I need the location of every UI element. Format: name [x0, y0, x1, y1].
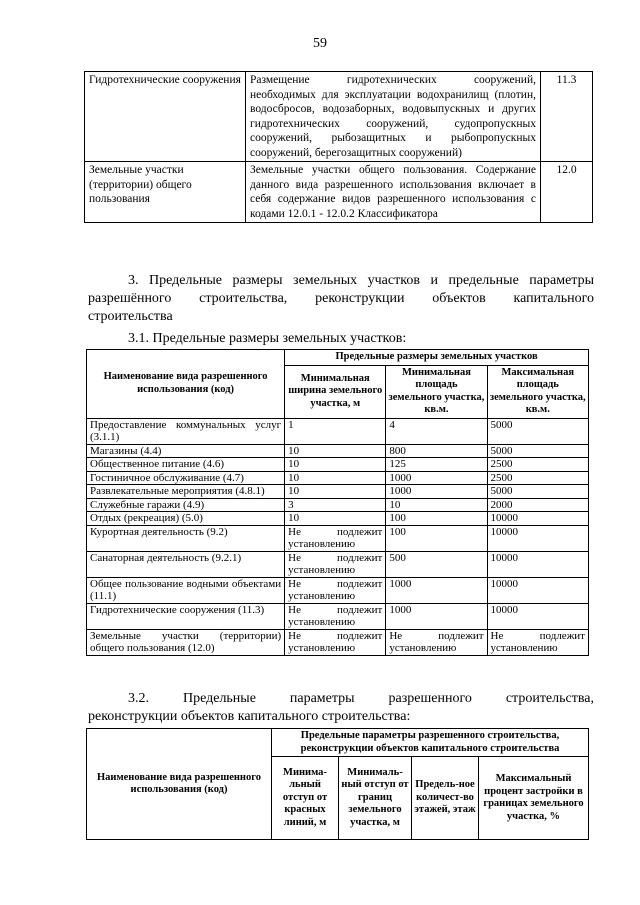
table-cell-name: Развлекательные мероприятия (4.8.1)	[87, 485, 285, 499]
table-cell-min-area: 125	[386, 458, 487, 472]
table-cell-name: Земельные участки (территории) общего пользования	[85, 162, 246, 223]
table-cell-min-width: Не подлежит установлению	[285, 551, 386, 577]
table-cell-name: Гидротехнические сооружения	[85, 72, 246, 162]
table-cell-min-width: Не подлежит установлению	[285, 629, 386, 655]
table-cell-name: Гостиничное обслуживание (4.7)	[87, 471, 285, 485]
section-3-line: строительства	[88, 309, 173, 324]
column-header-group: Предельные параметры разрешенного строительства, реконструкции объектов капитального строительства	[272, 729, 589, 757]
table-cell-max-area: 5000	[487, 418, 588, 444]
table-cell-name: Предоставление коммунальных услуг (3.1.1)	[87, 418, 285, 444]
column-header-group: Предельные размеры земельных участков	[285, 350, 589, 366]
table-row	[87, 629, 589, 655]
table-row	[87, 525, 589, 551]
construction-params-table	[86, 728, 589, 840]
table-cell-min-width: 10	[285, 485, 386, 499]
column-header-min-width: Минимальная ширина земельного участка, м	[285, 365, 386, 418]
table-cell-min-area: 1000	[386, 603, 487, 629]
table-cell-name: Курортная деятельность (9.2)	[87, 525, 285, 551]
table-cell-min-area: 1000	[386, 485, 487, 499]
table-header-row	[87, 350, 589, 366]
table-row	[87, 471, 589, 485]
table-row	[87, 551, 589, 577]
table-cell-min-area: 1000	[386, 471, 487, 485]
table-row	[87, 603, 589, 629]
table-cell-min-area: 800	[386, 444, 487, 458]
column-header-min-area: Минимальная площадь земельного участка, кв.м.	[386, 365, 487, 418]
table-cell-code: 12.0	[541, 162, 593, 223]
table-body	[87, 418, 589, 655]
table-cell-min-area: 10	[386, 498, 487, 512]
column-header-name: Наименование вида разрешенного использования (код)	[87, 350, 285, 419]
table-row	[85, 162, 593, 223]
table-cell-name: Магазины (4.4)	[87, 444, 285, 458]
section-3-2-heading	[88, 690, 594, 726]
column-header-floors: Предель-ное количест-во этажей, этаж	[412, 757, 479, 840]
table-cell-max-area: 5000	[487, 485, 588, 499]
section-3-line: разрешённого строительства, реконструкции объектов капитального	[88, 291, 594, 306]
table-cell-min-width: Не подлежит установлению	[285, 525, 386, 551]
section-3-line: 3. Предельные размеры земельных участков и предельные параметры	[128, 273, 594, 288]
table-cell-max-area: 10000	[487, 551, 588, 577]
table-cell-min-area: 500	[386, 551, 487, 577]
column-header-red-line-setback: Минима-льный отступ от красных линий, м	[272, 757, 339, 840]
table-cell-min-area: 100	[386, 525, 487, 551]
table-cell-description: Размещение гидротехнических сооружений, необходимых для эксплуатации водохранилищ (плотин, водосбросов, водозаборных, водовыпускных и других гидротехнических сооружений, судопропускных сооружений, рыбозащитных и рыбопропускных сооружений, берегозащитных сооружений)	[246, 72, 541, 162]
table-cell-min-width: 10	[285, 512, 386, 526]
section-3-1-title: 3.1. Предельные размеры земельных участков:	[128, 331, 407, 346]
table-row	[87, 512, 589, 526]
table-row	[87, 485, 589, 499]
table-cell-name: Общее пользование водными объектами (11.1)	[87, 577, 285, 603]
table-cell-code: 11.3	[541, 72, 593, 162]
table-cell-max-area: 10000	[487, 603, 588, 629]
column-header-max-coverage: Максимальный процент застройки в границах земельного участка, %	[479, 757, 589, 840]
table-cell-max-area: 10000	[487, 577, 588, 603]
table-cell-max-area: 10000	[487, 525, 588, 551]
land-plot-sizes-table	[86, 349, 589, 656]
table-cell-max-area: 5000	[487, 444, 588, 458]
table-cell-min-area: 100	[386, 512, 487, 526]
section-3-2-line: 3.2. Предельные параметры разрешенного строительства,	[128, 691, 594, 706]
column-header-max-area: Максимальная площадь земельного участка, кв.м.	[487, 365, 588, 418]
page-number: 59	[313, 36, 327, 51]
table-row	[87, 444, 589, 458]
table-cell-name: Служебные гаражи (4.9)	[87, 498, 285, 512]
section-3-heading	[88, 272, 594, 326]
table-cell-max-area: 2000	[487, 498, 588, 512]
column-header-name: Наименование вида разрешенного использования (код)	[87, 729, 272, 840]
table-cell-max-area: Не подлежит установлению	[487, 629, 588, 655]
table-cell-name: Общественное питание (4.6)	[87, 458, 285, 472]
table-cell-name: Санаторная деятельность (9.2.1)	[87, 551, 285, 577]
table-cell-max-area: 10000	[487, 512, 588, 526]
table-header-row	[87, 729, 589, 757]
section-3-2-line: реконструкции объектов капитального строительства:	[88, 709, 411, 724]
table-cell-min-width: Не подлежит установлению	[285, 577, 386, 603]
table-row	[87, 418, 589, 444]
column-header-boundary-setback: Минималь-ный отступ от границ земельного участка, м	[339, 757, 412, 840]
table-cell-min-width: Не подлежит установлению	[285, 603, 386, 629]
table-cell-min-width: 10	[285, 471, 386, 485]
table-cell-min-width: 10	[285, 458, 386, 472]
table-row	[87, 577, 589, 603]
table-row	[87, 458, 589, 472]
top-table	[84, 71, 593, 223]
table-cell-name: Земельные участки (территории) общего пользования (12.0)	[87, 629, 285, 655]
table-cell-min-width: 3	[285, 498, 386, 512]
table-cell-min-width: 1	[285, 418, 386, 444]
table-cell-name: Отдых (рекреация) (5.0)	[87, 512, 285, 526]
table-cell-name: Гидротехнические сооружения (11.3)	[87, 603, 285, 629]
table-cell-min-width: 10	[285, 444, 386, 458]
table-cell-max-area: 2500	[487, 471, 588, 485]
table-cell-min-area: 1000	[386, 577, 487, 603]
table-row	[87, 498, 589, 512]
table-cell-min-area: 4	[386, 418, 487, 444]
table-cell-min-area: Не подлежит установлению	[386, 629, 487, 655]
table-cell-max-area: 2500	[487, 458, 588, 472]
table-row	[85, 72, 593, 162]
table-cell-description: Земельные участки общего пользования. Содержание данного вида разрешенного использования включает в себя содержание видов разрешенного использования с кодами 12.0.1 - 12.0.2 Классификатора	[246, 162, 541, 223]
